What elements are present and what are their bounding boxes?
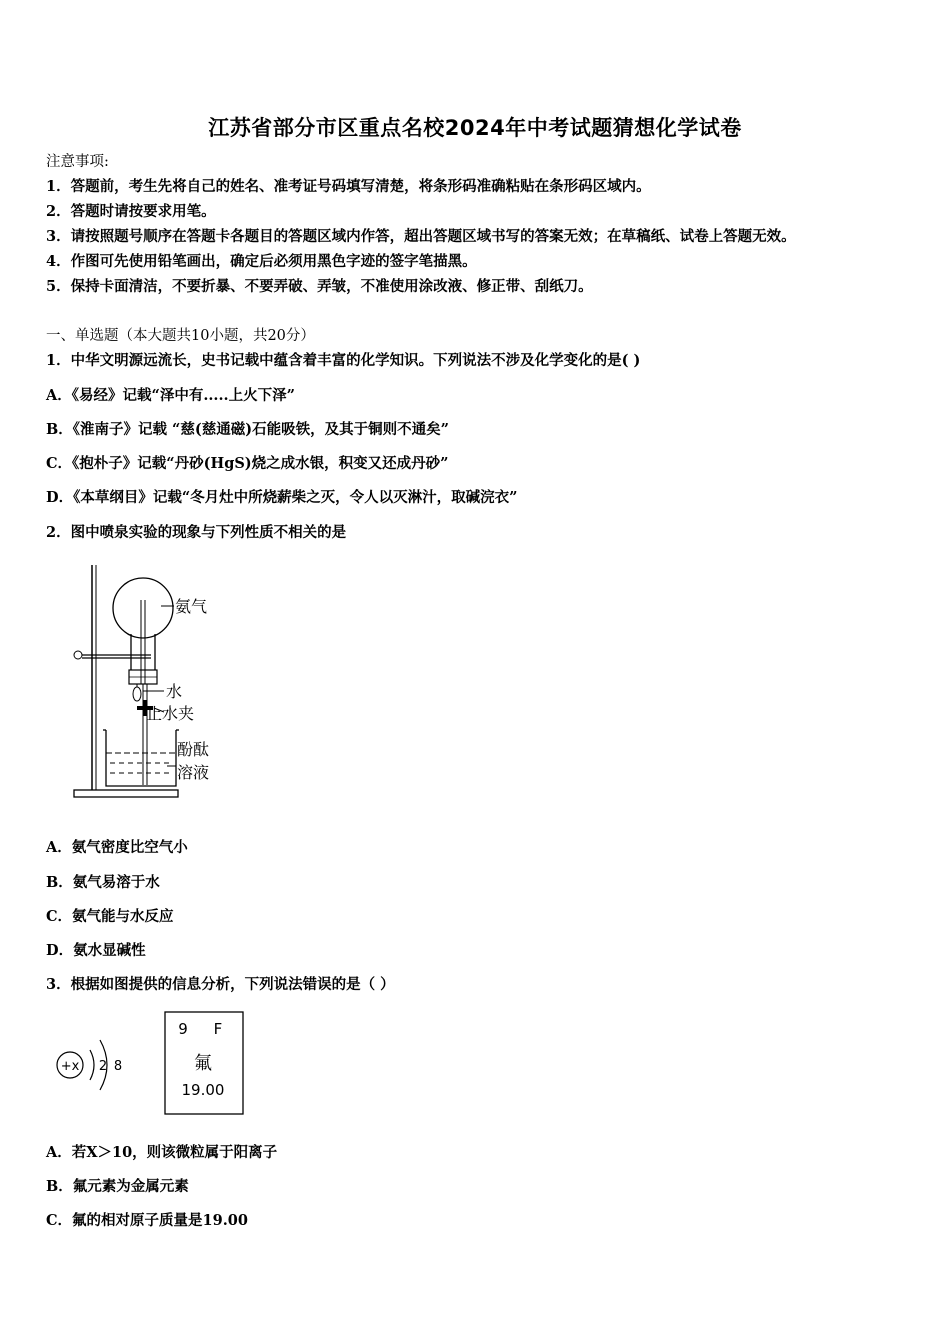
question-2-stem: 2．图中喷泉实验的现象与下列性质不相关的是: [46, 524, 347, 541]
section-heading: 一、单选题（本大题共10小题，共20分）: [46, 328, 315, 344]
flask: [113, 578, 173, 638]
question-2-option-b: B．氨气易溶于水: [46, 874, 160, 891]
shell-arc-1: [90, 1050, 94, 1080]
label-solution: 溶液: [177, 763, 210, 782]
question-2-option-a: A．氨气密度比空气小: [46, 839, 188, 856]
question-1-option-d: D．《本草纲目》记载“冬月灶中所烧薪柴之灭，令人以灭淋汁，取碱浣衣”: [46, 489, 518, 506]
notice-item-1: 1．答题前，考生先将自己的姓名、准考证号码填写清楚，将条形码准确粘贴在条形码区域内。: [46, 178, 651, 195]
dropper-bulb: [133, 687, 141, 701]
notice-heading: 注意事项:: [46, 154, 109, 170]
element-number: 9: [178, 1020, 188, 1038]
question-2-option-c: C．氨气能与水反应: [46, 908, 174, 925]
element-name: 氟: [194, 1053, 212, 1074]
question-1-option-a: A．《易经》记载“泽中有.....上火下泽”: [46, 387, 295, 404]
label-ammonia: 氨气: [175, 597, 208, 616]
label-phenolphthalein: 酚酞: [177, 740, 210, 759]
question-1-option-c: C．《抱朴子》记载“丹砂(HgS)烧之成水银，积变又还成丹砂”: [46, 455, 449, 472]
clamp-knob: [74, 651, 82, 659]
question-3-option-b: B．氟元素为金属元素: [46, 1178, 189, 1195]
label-water: 水: [166, 682, 183, 701]
question-3-option-a: A．若X＞10，则该微粒属于阳离子: [46, 1144, 278, 1161]
atomic-structure-diagram: [50, 1030, 140, 1110]
fountain-apparatus-figure: [66, 560, 226, 804]
notice-item-2: 2．答题时请按要求用笔。: [46, 203, 216, 220]
question-1-option-b: B．《淮南子》记载 “慈(慈通磁)石能吸铁，及其于铜则不通矣”: [46, 421, 449, 438]
question-3-stem: 3．根据如图提供的信息分析，下列说法错误的是（ ）: [46, 976, 395, 993]
notice-item-5: 5．保持卡面清洁，不要折暴、不要弄破、弄皱，不准使用涂改液、修正带、刮纸刀。: [46, 278, 593, 295]
beaker: [106, 730, 176, 786]
stand-base: [74, 790, 178, 797]
question-2-option-d: D．氨水显碱性: [46, 942, 146, 959]
shell-2-electrons: 8: [113, 1059, 123, 1074]
shell-1-electrons: 2: [98, 1059, 108, 1074]
element-mass: 19.00: [181, 1081, 225, 1099]
page-title: 江苏省部分市区重点名校2024年中考试题猜想化学试卷: [208, 116, 742, 140]
question-1-stem: 1．中华文明源远流长，史书记载中蕴含着丰富的化学知识。下列说法不涉及化学变化的是( ): [46, 352, 641, 369]
label-clamp: 止水夹: [146, 704, 195, 723]
element-card: [163, 1011, 247, 1117]
notice-item-3: 3．请按照题号顺序在答题卡各题目的答题区域内作答，超出答题区域书写的答案无效；在草稿纸、试卷上答题无效。: [46, 228, 796, 245]
question-3-option-c: C．氟的相对原子质量是19.00: [46, 1212, 248, 1229]
notice-item-4: 4．作图可先使用铅笔画出，确定后必须用黑色字迹的签字笔描黑。: [46, 253, 477, 270]
nucleus-charge: +x: [60, 1059, 80, 1074]
element-symbol: F: [213, 1020, 223, 1038]
